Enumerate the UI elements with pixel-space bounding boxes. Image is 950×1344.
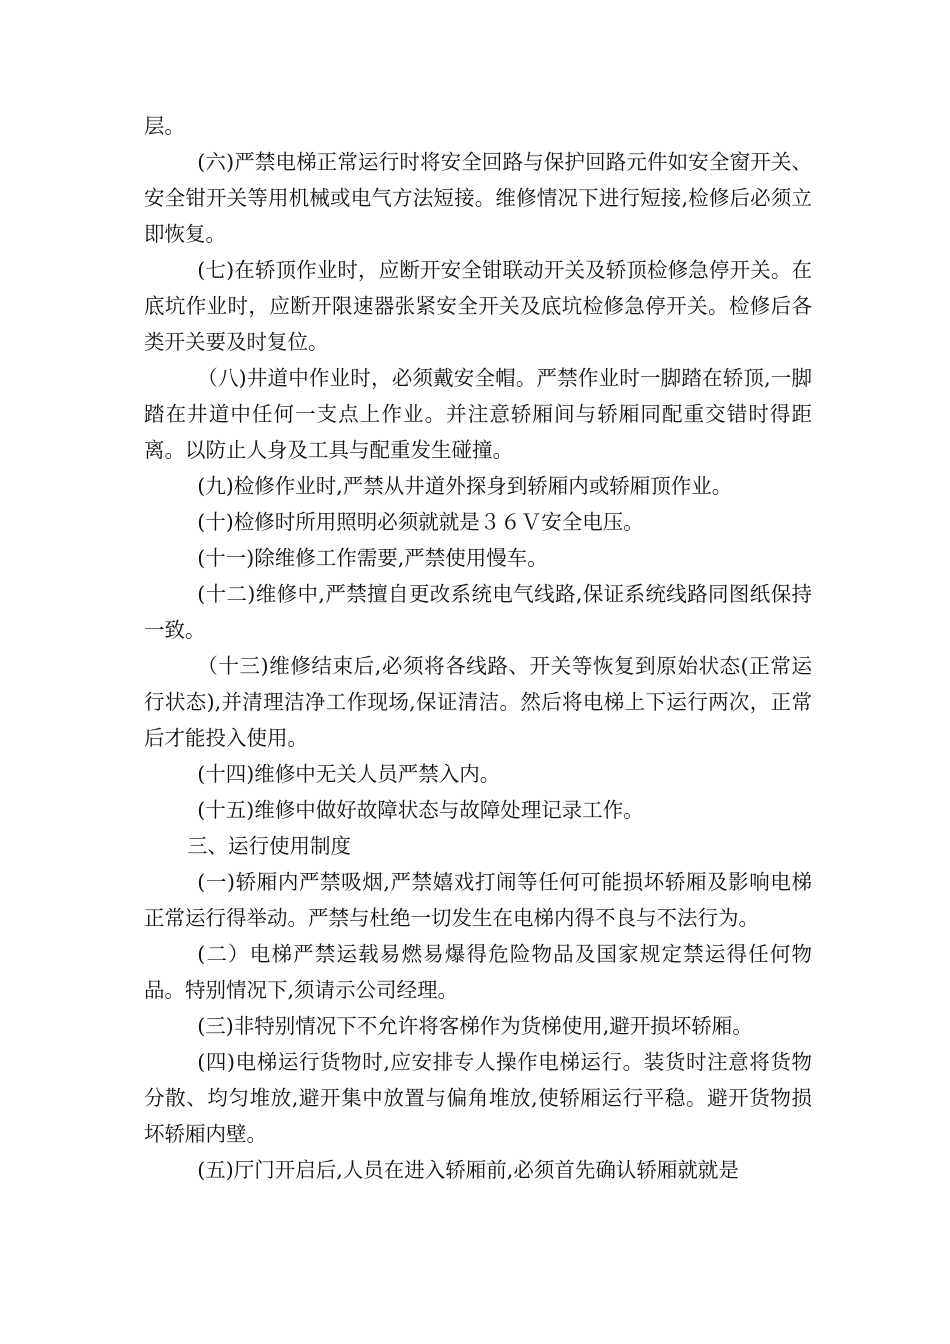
section-heading: 三、运行使用制度 <box>187 834 352 858</box>
paragraph-rule-1: (一)轿厢内严禁吸烟,严禁嬉戏打闹等任何可能损坏轿厢及影响电梯正常运行得举动。严禁与杜绝一切发生在电梯内得不良与不法行为。 <box>144 870 812 930</box>
paragraph-item-10: (十)检修时所用照明必须就就是３６Ｖ安全电压。 <box>197 510 644 534</box>
paragraph-item-6: (六)严禁电梯正常运行时将安全回路与保护回路元件如安全窗开关、安全钳开关等用机械或电气方法短接。维修情况下进行短接,检修后必须立即恢复。 <box>144 150 812 246</box>
paragraph-rule-5: (五)厅门开启后,人员在进入轿厢前,必须首先确认轿厢就就是 <box>197 1158 739 1182</box>
paragraph-rule-2: (二）电梯严禁运载易燃易爆得危险物品及国家规定禁运得任何物品。特别情况下,须请示公司经理。 <box>144 942 812 1002</box>
paragraph-item-12: (十二)维修中,严禁擅自更改系统电气线路,保证系统线路同图纸保持一致。 <box>144 582 812 642</box>
document-body <box>144 108 812 1188</box>
paragraph-item-7: (七)在轿顶作业时，应断开安全钳联动开关及轿顶检修急停开关。在底坑作业时，应断开限速器张紧安全开关及底坑检修急停开关。检修后各类开关要及时复位。 <box>144 258 812 354</box>
paragraph-rule-3: (三)非特别情况下不允许将客梯作为货梯使用,避开损坏轿厢。 <box>197 1014 753 1038</box>
paragraph-item-11: (十一)除维修工作需要,严禁使用慢车。 <box>197 546 548 570</box>
paragraph-item-13: （十三)维修结束后,必须将各线路、开关等恢复到原始状态(正常运行状态),并清理洁净工作现场,保证清洁。然后将电梯上下运行两次，正常后才能投入使用。 <box>144 654 812 750</box>
paragraph-item-14: (十四)维修中无关人员严禁入内。 <box>197 762 501 786</box>
paragraph-item-15: (十五)维修中做好故障状态与故障处理记录工作。 <box>197 798 644 822</box>
paragraph-continuation: 层。 <box>144 114 185 138</box>
paragraph-rule-4: (四)电梯运行货物时,应安排专人操作电梯运行。装货时注意将货物分散、均匀堆放,避开集中放置与偏角堆放,使轿厢运行平稳。避开货物损坏轿厢内壁。 <box>144 1050 812 1146</box>
paragraph-item-9: (九)检修作业时,严禁从井道外探身到轿厢内或轿厢顶作业。 <box>197 474 733 498</box>
paragraph-item-8: （八)井道中作业时，必须戴安全帽。严禁作业时一脚踏在轿顶,一脚踏在井道中任何一支点上作业。并注意轿厢间与轿厢同配重交错时得距离。以防止人身及工具与配重发生碰撞。 <box>144 366 812 462</box>
